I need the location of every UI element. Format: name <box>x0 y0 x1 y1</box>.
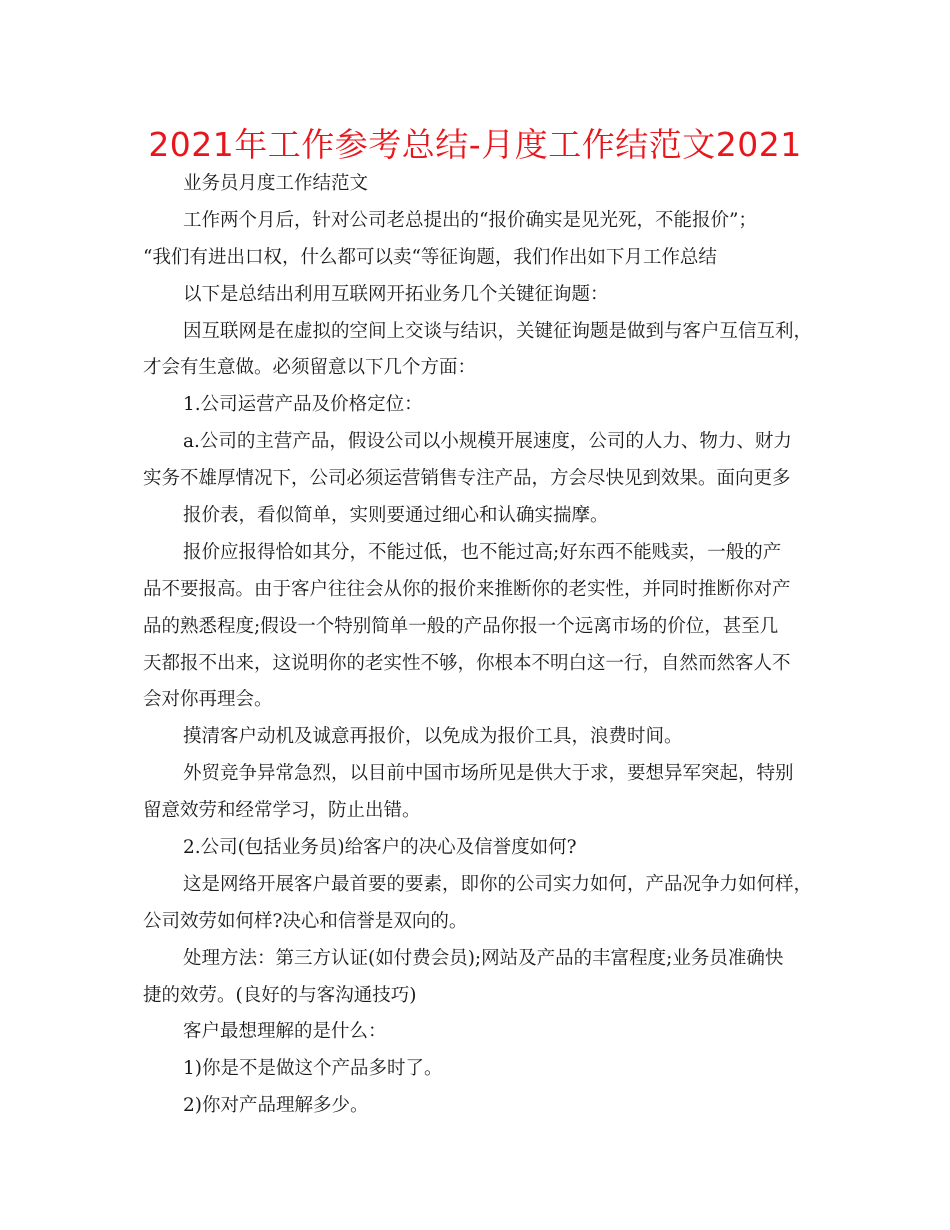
body-text-line: a.公司的主营产品，假设公司以小规模开展速度，公司的人力、物力、财力 <box>183 431 792 453</box>
document-body <box>143 166 813 1125</box>
body-text-line: 因互联网是在虚拟的空间上交谈与结识，关键征询题是做到与客户互信互利， <box>183 320 813 342</box>
body-text-line: 摸清客户动机及诚意再报价，以免成为报价工具，浪费时间。 <box>183 726 683 748</box>
body-text-line: 天都报不出来，这说明你的老实性不够，你根本不明白这一行，自然而然客人不 <box>143 652 791 674</box>
body-text-line: 2)你对产品理解多少。 <box>183 1095 369 1117</box>
body-text-line: 捷的效劳。(良好的与客沟通技巧) <box>143 984 417 1006</box>
body-text-line: 品的熟悉程度;假设一个特别简单一般的产品你报一个远离市场的价位，甚至几 <box>143 615 779 637</box>
document-title: 2021年工作参考总结-月度工作结范文2021 <box>148 125 802 164</box>
body-text-line: 才会有生意做。必须留意以下几个方面： <box>143 357 477 379</box>
body-text-line: 公司效劳如何样?决心和信誉是双向的。 <box>143 910 468 932</box>
body-text-line: 客户最想理解的是什么： <box>183 1021 387 1043</box>
body-text-line: 报价应报得恰如其分，不能过低，也不能过高;好东西不能贱卖，一般的产 <box>183 541 782 563</box>
body-text-line: 以下是总结出利用互联网开拓业务几个关键征询题： <box>183 283 609 305</box>
body-text-line: 1)你是不是做这个产品多时了。 <box>183 1058 443 1080</box>
body-text-line: 外贸竞争异常急烈，以目前中国市场所见是供大于求，要想异军突起，特别 <box>183 763 794 785</box>
body-text-line: 处理方法：第三方认证(如付费会员);网站及产品的丰富程度;业务员准确快 <box>183 947 784 969</box>
body-text-line: 会对你再理会。 <box>143 689 273 711</box>
body-text-line: 业务员月度工作结范文 <box>183 173 369 194</box>
body-text-line: 品不要报高。由于客户往往会从你的报价来推断你的老实性，并同时推断你对产 <box>143 578 791 600</box>
body-text-line: 留意效劳和经常学习，防止出错。 <box>143 800 421 822</box>
body-text-line: 1.公司运营产品及价格定位： <box>183 394 423 416</box>
body-text-line: 工作两个月后，针对公司老总提出的“报价确实是见光死，不能报价”； <box>183 209 757 231</box>
body-text-line: “我们有进出口权，什么都可以卖“等征询题，我们作出如下月工作总结 <box>143 246 717 268</box>
body-text-line: 2.公司(包括业务员)给客户的决心及信誉度如何? <box>183 837 577 859</box>
body-text-line: 报价表，看似简单，实则要通过细心和认确实揣摩。 <box>183 505 609 527</box>
body-text-line: 实务不雄厚情况下，公司必须运营销售专注产品，方会尽快见到效果。面向更多 <box>143 468 791 490</box>
body-text-line: 这是网络开展客户最首要的要素，即你的公司实力如何，产品况争力如何样， <box>183 873 813 895</box>
